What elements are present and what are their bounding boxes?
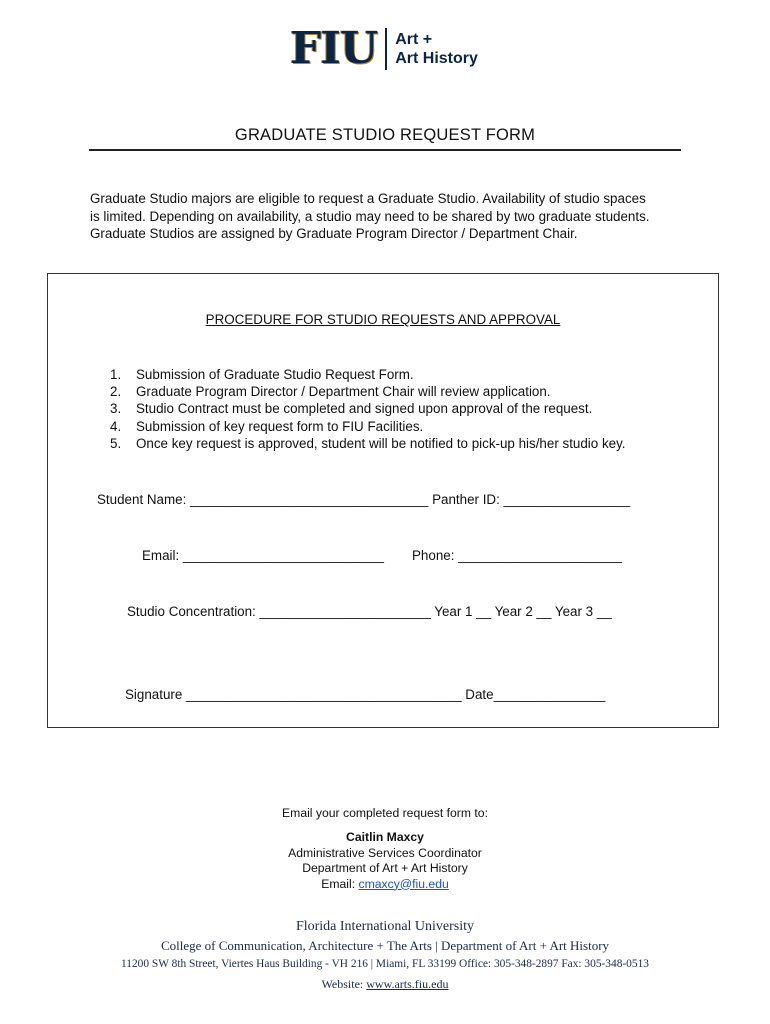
- logo-line-2: Art History: [395, 50, 478, 67]
- form-title: GRADUATE STUDIO REQUEST FORM: [234, 126, 536, 144]
- procedure-heading: PROCEDURE FOR STUDIO REQUESTS AND APPROVAL: [205, 312, 561, 327]
- logo-department: [395, 30, 478, 68]
- logo-mark: FIU: [290, 23, 378, 74]
- title-divider: [89, 149, 681, 151]
- contact-email-label: Email:: [321, 876, 359, 891]
- procedure-steps: [110, 366, 626, 452]
- email-field[interactable]: Email: ___________________________: [142, 548, 384, 563]
- step-number: 3.: [110, 401, 122, 417]
- contact-email-link[interactable]: cmaxcy@fiu.edu: [358, 876, 449, 891]
- step-number: 2.: [110, 384, 122, 400]
- contact-email-line: [0, 877, 770, 893]
- intro-line: Graduate Studio majors are eligible to request a Graduate Studio. Availability of studio spaces: [90, 191, 646, 206]
- email-instruction: Email your completed request form to:: [282, 806, 488, 820]
- website-line: [0, 977, 770, 992]
- studio-concentration-year-field[interactable]: Studio Concentration: _______________________ Year 1 __ Year 2 __ Year 3 __: [127, 604, 612, 619]
- phone-field[interactable]: Phone: ______________________: [412, 548, 623, 563]
- website-label: Website:: [321, 977, 367, 991]
- step-number: 4.: [110, 418, 122, 434]
- contact-block: [0, 830, 770, 892]
- contact-title: Administrative Services Coordinator: [288, 845, 482, 860]
- procedure-step: [110, 418, 626, 435]
- step-text: Studio Contract must be completed and signed upon approval of the request.: [136, 401, 593, 417]
- contact-department: Department of Art + Art History: [302, 861, 468, 875]
- fiu-logo: [290, 23, 478, 74]
- procedure-step: [110, 435, 626, 452]
- step-text: Submission of key request form to FIU Facilities.: [136, 418, 424, 434]
- address-line: 11200 SW 8th Street, Viertes Haus Building - VH 216 | Miami, FL 33199 Office: 305-348-2897 Fax: 305-348-0513: [121, 958, 649, 970]
- procedure-step: [110, 400, 626, 417]
- step-number: 1.: [110, 367, 122, 382]
- intro-paragraph: [90, 190, 690, 243]
- college-department-line: College of Communication, Architecture + The Arts | Department of Art + Art History: [160, 938, 610, 953]
- logo-line-1: Art +: [395, 31, 433, 48]
- university-name: Florida International University: [295, 919, 475, 934]
- procedure-step: [110, 366, 626, 383]
- website-link[interactable]: www.arts.fiu.edu: [366, 977, 449, 991]
- procedure-step: [110, 383, 626, 400]
- contact-name: Caitlin Maxcy: [346, 830, 424, 844]
- request-form-box: [47, 273, 719, 728]
- student-name-panther-id-field[interactable]: Student Name: ________________________________ Panther ID: _________________: [97, 492, 631, 507]
- signature-date-field[interactable]: Signature _____________________________________ Date_______________: [125, 687, 606, 702]
- step-text: Once key request is approved, student will be notified to pick-up his/her studio key.: [136, 435, 626, 451]
- intro-line: is limited. Depending on availability, a studio may need to be shared by two graduate students.: [90, 208, 650, 224]
- intro-line: Graduate Studios are assigned by Graduate Program Director / Department Chair.: [90, 226, 578, 241]
- step-text: Submission of Graduate Studio Request Form.: [136, 367, 414, 382]
- step-text: Graduate Program Director / Department Chair will review application.: [136, 384, 551, 400]
- step-number: 5.: [110, 435, 122, 451]
- logo-divider: [385, 28, 387, 70]
